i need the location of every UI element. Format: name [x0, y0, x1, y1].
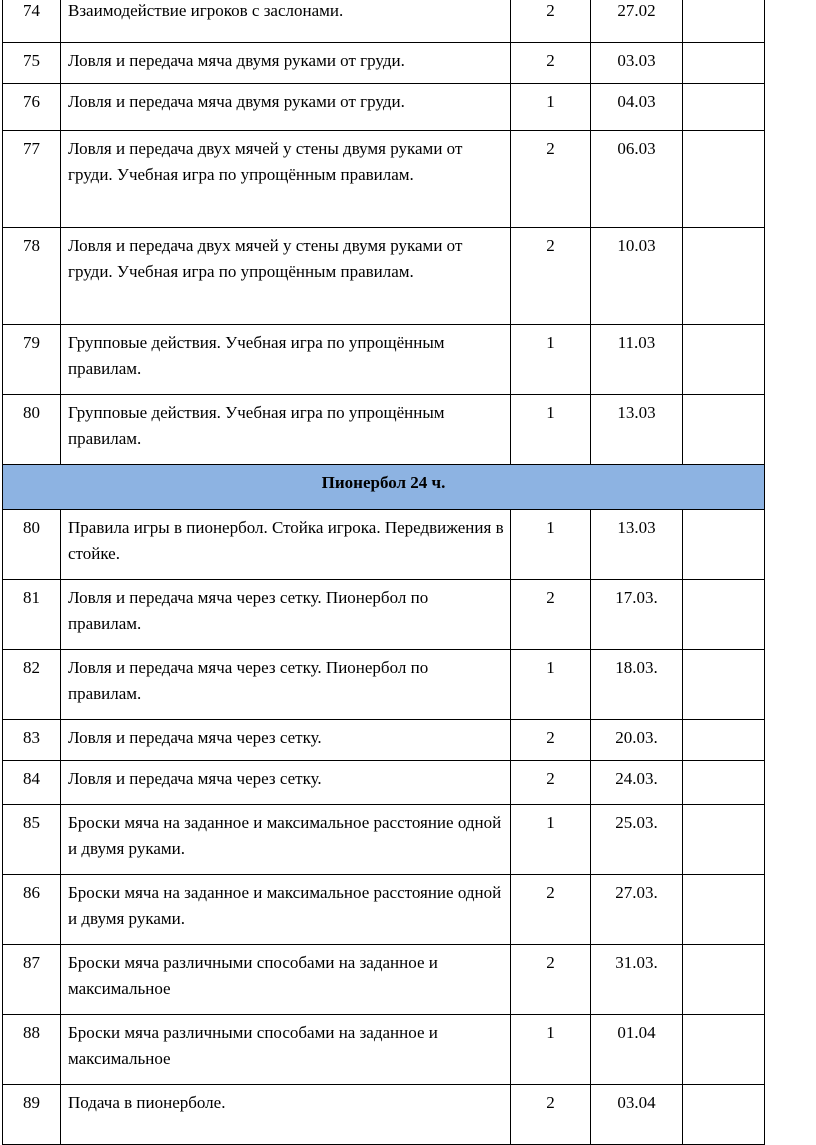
lesson-correction	[683, 84, 765, 131]
lesson-hours: 2	[511, 228, 591, 325]
lesson-topic: Ловля и передача мяча через сетку.	[61, 720, 511, 761]
lesson-date: 03.04	[591, 1085, 683, 1145]
lesson-correction	[683, 131, 765, 228]
lesson-hours: 2	[511, 761, 591, 805]
lesson-hours: 2	[511, 43, 591, 84]
lesson-date: 13.03	[591, 510, 683, 580]
lesson-date: 18.03.	[591, 650, 683, 720]
lesson-date: 11.03	[591, 325, 683, 395]
lesson-number: 79	[3, 325, 61, 395]
lesson-correction	[683, 510, 765, 580]
table-row	[3, 805, 765, 875]
lesson-topic: Броски мяча различными способами на заданное и максимальное	[61, 945, 511, 1015]
lesson-hours: 2	[511, 875, 591, 945]
lesson-number: 77	[3, 131, 61, 228]
table-row	[3, 228, 765, 325]
lesson-date: 10.03	[591, 228, 683, 325]
table-row	[3, 580, 765, 650]
table-row	[3, 650, 765, 720]
lesson-date: 25.03.	[591, 805, 683, 875]
lesson-hours: 2	[511, 131, 591, 228]
lesson-topic: Броски мяча на заданное и максимальное расстояние одной и двумя руками.	[61, 875, 511, 945]
lesson-number: 82	[3, 650, 61, 720]
lesson-hours: 2	[511, 1085, 591, 1145]
lesson-date: 17.03.	[591, 580, 683, 650]
lesson-number: 80	[3, 510, 61, 580]
lesson-number: 88	[3, 1015, 61, 1085]
lesson-plan-table	[2, 0, 765, 1145]
lesson-topic: Ловля и передача мяча двумя руками от груди.	[61, 84, 511, 131]
lesson-correction	[683, 0, 765, 43]
lesson-hours: 1	[511, 650, 591, 720]
table-row	[3, 395, 765, 465]
lesson-hours: 1	[511, 1015, 591, 1085]
lesson-topic: Групповые действия. Учебная игра по упрощённым правилам.	[61, 325, 511, 395]
lesson-topic: Подача в пионерболе.	[61, 1085, 511, 1145]
section-row	[3, 465, 765, 510]
lesson-topic: Групповые действия. Учебная игра по упрощённым правилам.	[61, 395, 511, 465]
lesson-hours: 1	[511, 805, 591, 875]
table-row	[3, 325, 765, 395]
lesson-date: 03.03	[591, 43, 683, 84]
lesson-topic: Броски мяча на заданное и максимальное расстояние одной и двумя руками.	[61, 805, 511, 875]
lesson-date: 13.03	[591, 395, 683, 465]
lesson-number: 84	[3, 761, 61, 805]
lesson-hours: 2	[511, 580, 591, 650]
lesson-topic: Броски мяча различными способами на заданное и максимальное	[61, 1015, 511, 1085]
table-row	[3, 945, 765, 1015]
lesson-number: 74	[3, 0, 61, 43]
lesson-correction	[683, 875, 765, 945]
lesson-hours: 1	[511, 395, 591, 465]
table-row	[3, 43, 765, 84]
lesson-date: 31.03.	[591, 945, 683, 1015]
lesson-number: 78	[3, 228, 61, 325]
lesson-hours: 2	[511, 945, 591, 1015]
table-row	[3, 1085, 765, 1145]
lesson-number: 83	[3, 720, 61, 761]
lesson-date: 06.03	[591, 131, 683, 228]
lesson-plan-body	[3, 0, 765, 1145]
lesson-correction	[683, 805, 765, 875]
table-row	[3, 1015, 765, 1085]
lesson-correction	[683, 228, 765, 325]
lesson-number: 81	[3, 580, 61, 650]
lesson-number: 87	[3, 945, 61, 1015]
lesson-number: 76	[3, 84, 61, 131]
lesson-topic: Ловля и передача мяча двумя руками от груди.	[61, 43, 511, 84]
lesson-correction	[683, 945, 765, 1015]
lesson-topic: Ловля и передача мяча через сетку.	[61, 761, 511, 805]
lesson-correction	[683, 43, 765, 84]
lesson-topic: Ловля и передача двух мячей у стены двумя руками от груди. Учебная игра по упрощённым правилам.	[61, 228, 511, 325]
lesson-hours: 1	[511, 510, 591, 580]
lesson-date: 20.03.	[591, 720, 683, 761]
lesson-hours: 1	[511, 84, 591, 131]
table-row	[3, 84, 765, 131]
lesson-hours: 1	[511, 325, 591, 395]
lesson-correction	[683, 1085, 765, 1145]
lesson-date: 01.04	[591, 1015, 683, 1085]
lesson-number: 85	[3, 805, 61, 875]
lesson-topic: Взаимодействие игроков с заслонами.	[61, 0, 511, 43]
lesson-topic: Ловля и передача мяча через сетку. Пионербол по правилам.	[61, 580, 511, 650]
lesson-date: 24.03.	[591, 761, 683, 805]
lesson-date: 27.03.	[591, 875, 683, 945]
lesson-hours: 2	[511, 720, 591, 761]
section-title: Пионербол 24 ч.	[3, 465, 765, 510]
lesson-topic: Ловля и передача мяча через сетку. Пионербол по правилам.	[61, 650, 511, 720]
table-row	[3, 720, 765, 761]
lesson-topic: Ловля и передача двух мячей у стены двумя руками от груди. Учебная игра по упрощённым правилам.	[61, 131, 511, 228]
lesson-topic: Правила игры в пионербол. Стойка игрока. Передвижения в стойке.	[61, 510, 511, 580]
lesson-hours: 2	[511, 0, 591, 43]
table-row	[3, 875, 765, 945]
lesson-correction	[683, 325, 765, 395]
lesson-number: 75	[3, 43, 61, 84]
table-row	[3, 131, 765, 228]
lesson-correction	[683, 395, 765, 465]
lesson-correction	[683, 720, 765, 761]
table-row	[3, 761, 765, 805]
lesson-correction	[683, 761, 765, 805]
lesson-correction	[683, 580, 765, 650]
table-row	[3, 510, 765, 580]
lesson-number: 86	[3, 875, 61, 945]
lesson-date: 04.03	[591, 84, 683, 131]
lesson-number: 80	[3, 395, 61, 465]
lesson-number: 89	[3, 1085, 61, 1145]
lesson-date: 27.02	[591, 0, 683, 43]
lesson-correction	[683, 1015, 765, 1085]
table-row	[3, 0, 765, 43]
lesson-correction	[683, 650, 765, 720]
